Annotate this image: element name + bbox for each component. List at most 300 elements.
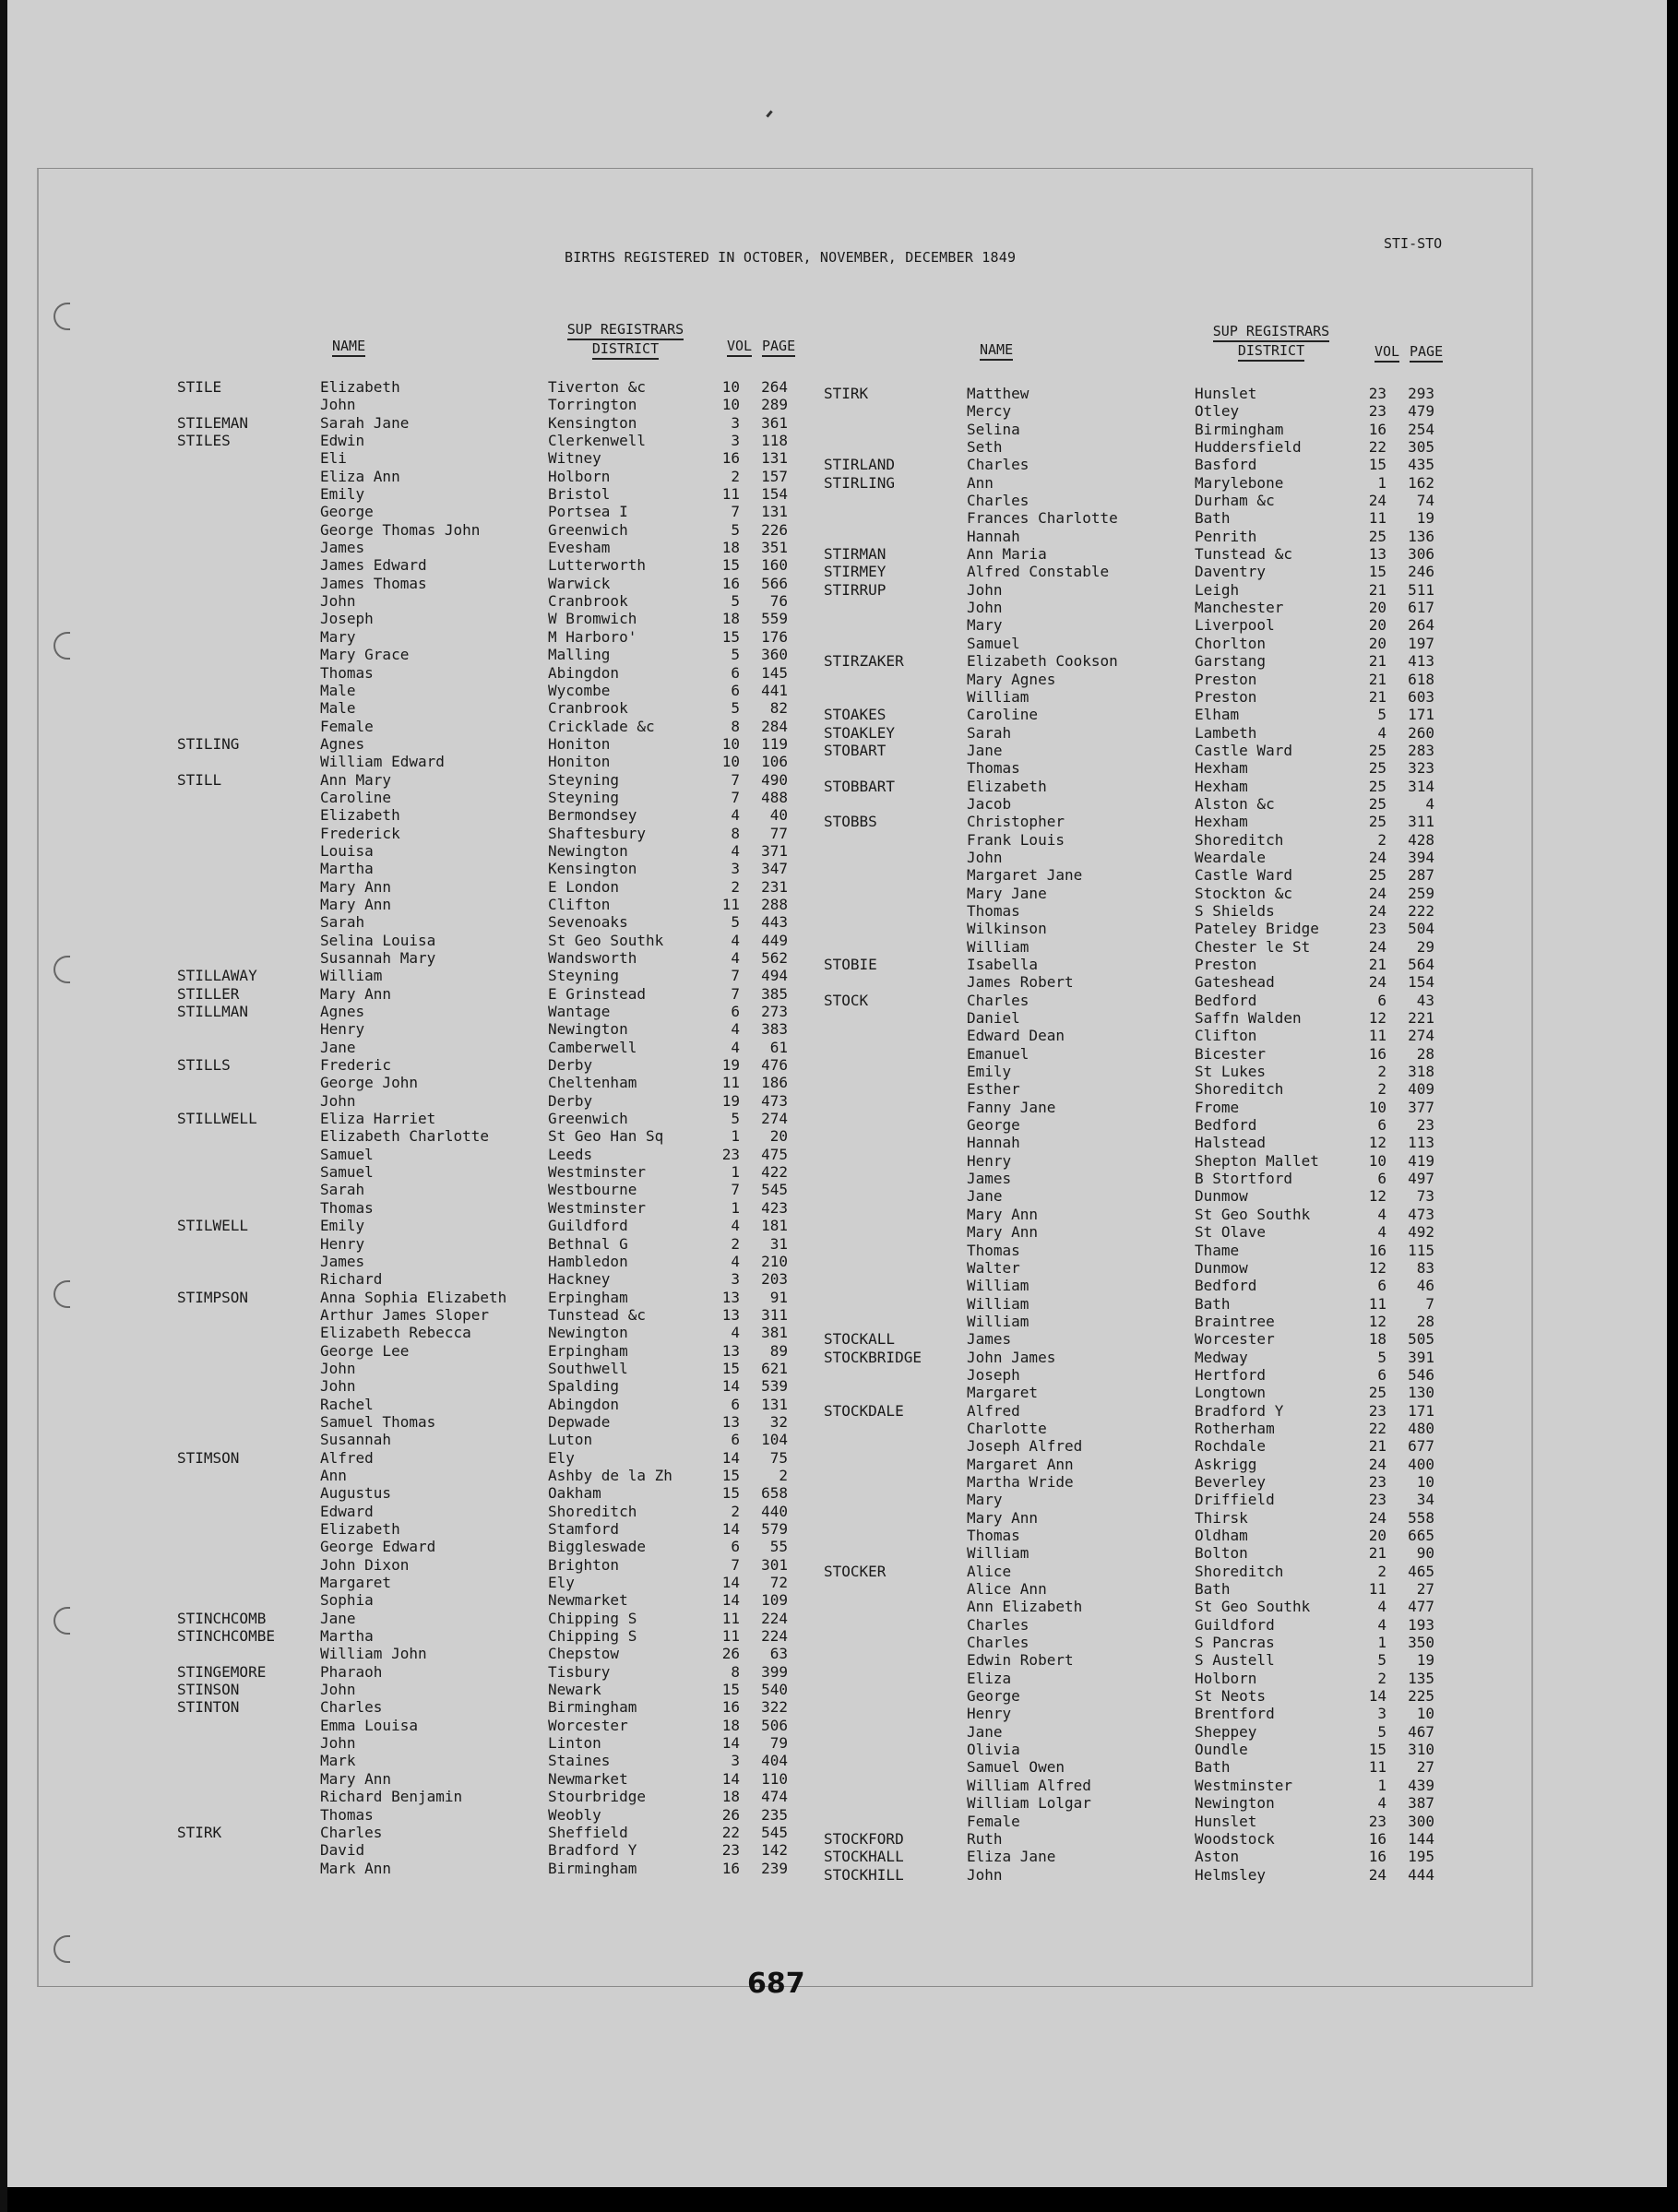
surname-cell: STILE bbox=[177, 378, 222, 396]
surname-cell: STILLWELL bbox=[177, 1110, 257, 1128]
entry-row bbox=[824, 509, 1451, 527]
entry-row bbox=[177, 449, 804, 467]
district-cell: Saffn Walden bbox=[1195, 1009, 1302, 1028]
given-name-cell: John bbox=[320, 1359, 356, 1377]
district-cell: S Pancras bbox=[1195, 1634, 1275, 1652]
district-cell: Longtown bbox=[1195, 1384, 1267, 1402]
given-name-cell: Sarah Jane bbox=[320, 413, 410, 432]
given-name-cell: Elizabeth bbox=[967, 777, 1047, 795]
entry-row bbox=[177, 682, 804, 699]
entry-row bbox=[824, 1473, 1451, 1491]
page-cell: 136 bbox=[1408, 527, 1434, 545]
entry-row bbox=[824, 1349, 1451, 1366]
given-name-cell: George bbox=[967, 1116, 1020, 1135]
given-name-cell: Caroline bbox=[320, 788, 392, 806]
volume-cell: 15 bbox=[721, 556, 740, 575]
page-cell: 31 bbox=[769, 1234, 788, 1253]
entry-row bbox=[177, 378, 804, 396]
surname-cell: STOCKALL bbox=[824, 1330, 896, 1349]
district-cell: Chepstow bbox=[548, 1645, 620, 1663]
surname-cell: STINCHCOMB bbox=[177, 1609, 267, 1627]
page-cell: 383 bbox=[761, 1020, 788, 1039]
volume-cell: 14 bbox=[721, 1769, 740, 1788]
page-cell: 224 bbox=[761, 1627, 788, 1646]
entry-row bbox=[177, 878, 804, 896]
district-cell: Kensington bbox=[548, 413, 637, 432]
district-cell: Bedford bbox=[1195, 991, 1257, 1009]
district-cell: E London bbox=[548, 877, 620, 896]
district-cell: Dunmow bbox=[1195, 1258, 1248, 1277]
page-cell: 104 bbox=[761, 1431, 788, 1449]
given-name-cell: Walter bbox=[967, 1258, 1020, 1277]
page-cell: 467 bbox=[1408, 1722, 1434, 1741]
volume-cell: 18 bbox=[721, 1788, 740, 1806]
entry-row bbox=[824, 1705, 1451, 1722]
page-cell: 203 bbox=[761, 1270, 788, 1289]
page-cell: 476 bbox=[761, 1056, 788, 1075]
district-cell: Tunstead &c bbox=[548, 1305, 646, 1324]
district-cell: St Geo Southk bbox=[548, 931, 664, 949]
page-cell: 314 bbox=[1408, 777, 1434, 795]
entry-row bbox=[824, 1651, 1451, 1669]
header-page-right: PAGE bbox=[1410, 343, 1443, 363]
given-name-cell: Eliza Harriet bbox=[320, 1110, 436, 1128]
page-cell: 300 bbox=[1408, 1812, 1434, 1830]
given-name-cell: Margaret bbox=[320, 1574, 392, 1592]
entry-row bbox=[177, 1860, 804, 1877]
given-name-cell: Henry bbox=[320, 1020, 365, 1039]
given-name-cell: Ann Elizabeth bbox=[967, 1598, 1083, 1616]
volume-cell: 21 bbox=[1368, 652, 1386, 671]
volume-cell: 12 bbox=[1368, 1258, 1386, 1277]
entry-row bbox=[824, 1063, 1451, 1080]
page-cell: 477 bbox=[1408, 1598, 1434, 1616]
entry-row bbox=[177, 860, 804, 877]
volume-cell: 6 bbox=[1377, 1277, 1386, 1295]
volume-cell: 13 bbox=[721, 1412, 740, 1431]
page-cell: 318 bbox=[1408, 1063, 1434, 1081]
district-cell: Elham bbox=[1195, 706, 1240, 724]
volume-cell: 1 bbox=[731, 1127, 740, 1146]
page-cell: 658 bbox=[761, 1484, 788, 1503]
entry-row bbox=[177, 735, 804, 753]
given-name-cell: William bbox=[967, 1544, 1029, 1563]
given-name-cell: George Lee bbox=[320, 1341, 410, 1360]
page-cell: 224 bbox=[761, 1609, 788, 1627]
entry-row bbox=[824, 1794, 1451, 1812]
district-cell: Newmarket bbox=[548, 1591, 628, 1610]
entry-row bbox=[824, 1116, 1451, 1134]
volume-cell: 16 bbox=[721, 574, 740, 592]
entry-row bbox=[824, 1830, 1451, 1848]
page-cell: 34 bbox=[1416, 1491, 1434, 1509]
page-cell: 72 bbox=[769, 1574, 788, 1592]
page-cell: 419 bbox=[1408, 1151, 1434, 1170]
district-cell: Newington bbox=[1195, 1794, 1275, 1813]
page-cell: 181 bbox=[761, 1217, 788, 1235]
page-cell: 288 bbox=[761, 895, 788, 913]
district-cell: Stourbridge bbox=[548, 1788, 646, 1806]
entry-row bbox=[824, 1777, 1451, 1794]
given-name-cell: Susannah bbox=[320, 1431, 392, 1449]
volume-cell: 23 bbox=[1368, 402, 1386, 421]
given-name-cell: Anna Sophia Elizabeth bbox=[320, 1288, 507, 1306]
district-cell: E Grinstead bbox=[548, 984, 646, 1003]
given-name-cell: Daniel bbox=[967, 1009, 1020, 1028]
district-cell: Chorlton bbox=[1195, 634, 1267, 652]
district-cell: Staines bbox=[548, 1752, 611, 1770]
volume-cell: 23 bbox=[1368, 1491, 1386, 1509]
page-cell: 603 bbox=[1408, 687, 1434, 706]
page-cell: 350 bbox=[1408, 1634, 1434, 1652]
surname-cell: STIMSON bbox=[177, 1448, 240, 1467]
surname-cell: STOCK bbox=[824, 991, 869, 1009]
given-name-cell: John bbox=[320, 1681, 356, 1699]
volume-cell: 6 bbox=[731, 681, 740, 699]
entry-row bbox=[177, 664, 804, 682]
entry-row bbox=[824, 1723, 1451, 1741]
entry-row bbox=[177, 1431, 804, 1448]
given-name-cell: Mary Jane bbox=[967, 884, 1047, 902]
volume-cell: 11 bbox=[721, 485, 740, 504]
entry-row bbox=[177, 521, 804, 539]
given-name-cell: Ann bbox=[320, 1466, 347, 1484]
page-cell: 480 bbox=[1408, 1419, 1434, 1437]
volume-cell: 24 bbox=[1368, 884, 1386, 902]
entry-row bbox=[177, 913, 804, 931]
given-name-cell: Sarah bbox=[320, 913, 365, 932]
page-cell: 83 bbox=[1416, 1258, 1434, 1277]
page-cell: 287 bbox=[1408, 866, 1434, 885]
given-name-cell: Martha bbox=[320, 1627, 374, 1646]
volume-cell: 15 bbox=[721, 1359, 740, 1377]
given-name-cell: John bbox=[320, 1091, 356, 1110]
district-cell: Bicester bbox=[1195, 1044, 1267, 1063]
volume-cell: 24 bbox=[1368, 901, 1386, 920]
page-cell: 400 bbox=[1408, 1455, 1434, 1473]
entry-row bbox=[177, 1717, 804, 1734]
district-cell: Hertford bbox=[1195, 1365, 1267, 1384]
page-cell: 82 bbox=[769, 699, 788, 718]
district-cell: Stamford bbox=[548, 1520, 620, 1538]
district-cell: Aston bbox=[1195, 1848, 1240, 1866]
volume-cell: 25 bbox=[1368, 794, 1386, 813]
volume-cell: 7 bbox=[731, 967, 740, 985]
right-entries bbox=[824, 385, 1451, 1884]
volume-cell: 13 bbox=[721, 1341, 740, 1360]
entry-row bbox=[824, 795, 1451, 813]
volume-cell: 4 bbox=[731, 1038, 740, 1056]
given-name-cell: Thomas bbox=[320, 1805, 374, 1824]
surname-cell: STOAKES bbox=[824, 706, 887, 724]
given-name-cell: James bbox=[967, 1170, 1012, 1188]
volume-cell: 8 bbox=[731, 824, 740, 842]
page-cell: 171 bbox=[1408, 1401, 1434, 1420]
entry-row bbox=[177, 1020, 804, 1038]
scan-edge bbox=[0, 0, 7, 2212]
district-cell: Shoreditch bbox=[548, 1502, 637, 1520]
given-name-cell: Alfred bbox=[320, 1448, 374, 1467]
page-cell: 311 bbox=[761, 1305, 788, 1324]
given-name-cell: Elizabeth bbox=[320, 806, 400, 825]
surname-cell: STIRK bbox=[824, 385, 869, 402]
entry-row bbox=[824, 421, 1451, 438]
volume-cell: 4 bbox=[1377, 1598, 1386, 1616]
given-name-cell: George Thomas John bbox=[320, 520, 481, 539]
volume-cell: 21 bbox=[1368, 580, 1386, 599]
entry-row bbox=[824, 1527, 1451, 1544]
page-cell: 465 bbox=[1408, 1562, 1434, 1580]
entry-row bbox=[177, 1806, 804, 1824]
volume-cell: 15 bbox=[721, 1484, 740, 1503]
volume-cell: 20 bbox=[1368, 616, 1386, 635]
page-cell: 186 bbox=[761, 1074, 788, 1092]
district-cell: Rochdale bbox=[1195, 1437, 1267, 1456]
district-cell: Leeds bbox=[548, 1145, 593, 1163]
district-cell: Preston bbox=[1195, 687, 1257, 706]
entry-row bbox=[177, 1698, 804, 1716]
entry-row bbox=[177, 806, 804, 824]
given-name-cell: Susannah Mary bbox=[320, 949, 436, 967]
page-cell: 254 bbox=[1408, 420, 1434, 438]
given-name-cell: Emily bbox=[320, 1217, 365, 1235]
page-cell: 473 bbox=[1408, 1205, 1434, 1223]
page-cell: 160 bbox=[761, 556, 788, 575]
entry-row bbox=[177, 1520, 804, 1538]
volume-cell: 5 bbox=[731, 699, 740, 718]
page-cell: 413 bbox=[1408, 652, 1434, 671]
page-cell: 283 bbox=[1408, 741, 1434, 759]
entry-row bbox=[177, 932, 804, 949]
volume-cell: 10 bbox=[1368, 1098, 1386, 1116]
given-name-cell: John James bbox=[967, 1348, 1056, 1366]
page-cell: 305 bbox=[1408, 438, 1434, 457]
page-cell: 540 bbox=[761, 1681, 788, 1699]
page-number: 687 bbox=[747, 1968, 805, 2000]
volume-cell: 2 bbox=[1377, 1669, 1386, 1687]
volume-cell: 25 bbox=[1368, 527, 1386, 545]
volume-cell: 2 bbox=[1377, 1080, 1386, 1099]
page-cell: 75 bbox=[769, 1448, 788, 1467]
volume-cell: 14 bbox=[1368, 1687, 1386, 1706]
district-cell: Linton bbox=[548, 1734, 601, 1753]
district-cell: Guildford bbox=[1195, 1615, 1275, 1634]
page-cell: 293 bbox=[1408, 385, 1434, 402]
district-cell: Preston bbox=[1195, 670, 1257, 688]
entry-row bbox=[177, 1396, 804, 1413]
page-cell: 29 bbox=[1416, 937, 1434, 956]
district-cell: Chipping S bbox=[548, 1609, 637, 1627]
entry-row bbox=[824, 724, 1451, 742]
surname-cell: STOAKLEY bbox=[824, 723, 896, 742]
given-name-cell: Hannah bbox=[967, 527, 1020, 545]
district-cell: M Harboro' bbox=[548, 627, 637, 646]
entry-row bbox=[177, 575, 804, 592]
entry-row bbox=[824, 759, 1451, 777]
district-cell: Hexham bbox=[1195, 759, 1248, 778]
district-cell: Oakham bbox=[548, 1484, 601, 1503]
volume-cell: 10 bbox=[721, 396, 740, 414]
page-cell: 505 bbox=[1408, 1330, 1434, 1349]
entry-row bbox=[177, 896, 804, 913]
page-cell: 113 bbox=[1408, 1134, 1434, 1152]
district-cell: Erpingham bbox=[548, 1288, 628, 1306]
page-cell: 19 bbox=[1416, 1651, 1434, 1670]
surname-cell: STILING bbox=[177, 734, 240, 753]
entry-row bbox=[177, 1342, 804, 1360]
entry-row bbox=[177, 592, 804, 610]
page-cell: 32 bbox=[769, 1412, 788, 1431]
given-name-cell: Charles bbox=[967, 1615, 1029, 1634]
district-cell: St Olave bbox=[1195, 1223, 1267, 1242]
page-cell: 40 bbox=[769, 806, 788, 825]
volume-cell: 4 bbox=[1377, 723, 1386, 742]
entry-row bbox=[824, 1509, 1451, 1527]
district-cell: Shaftesbury bbox=[548, 824, 646, 842]
district-cell: Holborn bbox=[1195, 1669, 1257, 1687]
page-cell: 497 bbox=[1408, 1170, 1434, 1188]
given-name-cell: William bbox=[967, 937, 1029, 956]
volume-cell: 11 bbox=[721, 1627, 740, 1646]
given-name-cell: Margaret Jane bbox=[967, 866, 1083, 885]
volume-cell: 14 bbox=[721, 1520, 740, 1538]
entry-row bbox=[177, 468, 804, 485]
district-cell: Cricklade &c bbox=[548, 717, 655, 735]
volume-cell: 21 bbox=[1368, 687, 1386, 706]
entry-row bbox=[824, 456, 1451, 473]
entry-row bbox=[824, 1402, 1451, 1420]
header-page: PAGE bbox=[762, 338, 795, 357]
surname-cell: STOBIE bbox=[824, 956, 877, 973]
volume-cell: 15 bbox=[721, 627, 740, 646]
entry-row bbox=[177, 1627, 804, 1645]
district-cell: Honiton bbox=[548, 734, 611, 753]
given-name-cell: Sophia bbox=[320, 1591, 374, 1610]
page-cell: 474 bbox=[761, 1788, 788, 1806]
volume-cell: 10 bbox=[1368, 1151, 1386, 1170]
given-name-cell: Ann Maria bbox=[967, 545, 1047, 564]
given-name-cell: Charles bbox=[967, 492, 1029, 510]
surname-cell: STILLER bbox=[177, 984, 240, 1003]
page-cell: 171 bbox=[1408, 706, 1434, 724]
entry-row bbox=[177, 1449, 804, 1467]
volume-cell: 4 bbox=[731, 1217, 740, 1235]
given-name-cell: Samuel bbox=[320, 1163, 374, 1182]
page-cell: 506 bbox=[761, 1716, 788, 1734]
given-name-cell: Jane bbox=[320, 1609, 356, 1627]
volume-cell: 18 bbox=[721, 610, 740, 628]
entry-row bbox=[177, 1610, 804, 1627]
page-cell: 564 bbox=[1408, 956, 1434, 973]
page-cell: 371 bbox=[761, 841, 788, 860]
entry-row bbox=[177, 503, 804, 520]
page-cell: 79 bbox=[769, 1734, 788, 1753]
page-cell: 210 bbox=[761, 1252, 788, 1270]
page-cell: 110 bbox=[761, 1769, 788, 1788]
entry-row bbox=[177, 753, 804, 770]
district-cell: Helmsley bbox=[1195, 1865, 1267, 1884]
volume-cell: 26 bbox=[721, 1645, 740, 1663]
page-cell: 274 bbox=[1408, 1027, 1434, 1045]
district-cell: Bradford Y bbox=[548, 1841, 637, 1860]
surname-cell: STOCKBRIDGE bbox=[824, 1348, 922, 1366]
page-cell: 89 bbox=[769, 1341, 788, 1360]
district-cell: Gateshead bbox=[1195, 973, 1275, 992]
entry-row bbox=[824, 1420, 1451, 1437]
given-name-cell: Frederick bbox=[320, 824, 400, 842]
district-cell: Torrington bbox=[548, 396, 637, 414]
district-cell: Bath bbox=[1195, 1580, 1231, 1599]
district-cell: Abingdon bbox=[548, 663, 620, 682]
volume-cell: 7 bbox=[731, 984, 740, 1003]
page-cell: 347 bbox=[761, 860, 788, 878]
entry-row bbox=[824, 1544, 1451, 1562]
volume-cell: 6 bbox=[1377, 1365, 1386, 1384]
volume-cell: 6 bbox=[731, 1431, 740, 1449]
district-cell: Evesham bbox=[548, 539, 611, 557]
entry-row bbox=[824, 474, 1451, 492]
district-cell: Chipping S bbox=[548, 1627, 637, 1646]
district-cell: Brentford bbox=[1195, 1705, 1275, 1723]
given-name-cell: Female bbox=[320, 717, 374, 735]
page-cell: 545 bbox=[761, 1181, 788, 1199]
district-cell: Manchester bbox=[1195, 599, 1284, 617]
entry-row bbox=[824, 1259, 1451, 1277]
volume-cell: 23 bbox=[721, 1145, 740, 1163]
entry-row bbox=[824, 813, 1451, 830]
page-cell: 115 bbox=[1408, 1241, 1434, 1259]
surname-cell: STINGEMORE bbox=[177, 1662, 267, 1681]
volume-cell: 5 bbox=[1377, 706, 1386, 724]
volume-cell: 25 bbox=[1368, 759, 1386, 778]
district-cell: Holborn bbox=[548, 467, 611, 485]
index-range: STI-STO bbox=[1384, 235, 1443, 252]
volume-cell: 20 bbox=[1368, 634, 1386, 652]
entry-row bbox=[177, 1003, 804, 1020]
district-cell: Frome bbox=[1195, 1098, 1240, 1116]
volume-cell: 5 bbox=[731, 913, 740, 932]
surname-cell: STIRMAN bbox=[824, 545, 887, 564]
given-name-cell: Joseph Alfred bbox=[967, 1437, 1083, 1456]
given-name-cell: Frances Charlotte bbox=[967, 509, 1118, 528]
page-cell: 131 bbox=[761, 503, 788, 521]
page-cell: 579 bbox=[761, 1520, 788, 1538]
surname-cell: STILLS bbox=[177, 1056, 231, 1075]
page-cell: 546 bbox=[1408, 1365, 1434, 1384]
page-cell: 443 bbox=[761, 913, 788, 932]
volume-cell: 15 bbox=[1368, 1741, 1386, 1759]
entry-row bbox=[824, 973, 1451, 991]
volume-cell: 3 bbox=[731, 860, 740, 878]
page-cell: 259 bbox=[1408, 884, 1434, 902]
district-cell: Preston bbox=[1195, 956, 1257, 973]
page-title: BIRTHS REGISTERED IN OCTOBER, NOVEMBER, DECEMBER 1849 bbox=[565, 249, 1017, 266]
given-name-cell: Alice bbox=[967, 1562, 1012, 1580]
given-name-cell: Mary bbox=[967, 616, 1003, 635]
district-cell: Otley bbox=[1195, 402, 1240, 421]
volume-cell: 24 bbox=[1368, 492, 1386, 510]
given-name-cell: Emanuel bbox=[967, 1044, 1029, 1063]
page-cell: 618 bbox=[1408, 670, 1434, 688]
entry-row bbox=[824, 1170, 1451, 1187]
volume-cell: 10 bbox=[721, 378, 740, 396]
given-name-cell: William bbox=[967, 1277, 1029, 1295]
entry-row bbox=[824, 1456, 1451, 1473]
district-cell: Birmingham bbox=[548, 1698, 637, 1717]
entry-row bbox=[824, 920, 1451, 937]
district-cell: Southwell bbox=[548, 1359, 628, 1377]
page-cell: 399 bbox=[761, 1662, 788, 1681]
